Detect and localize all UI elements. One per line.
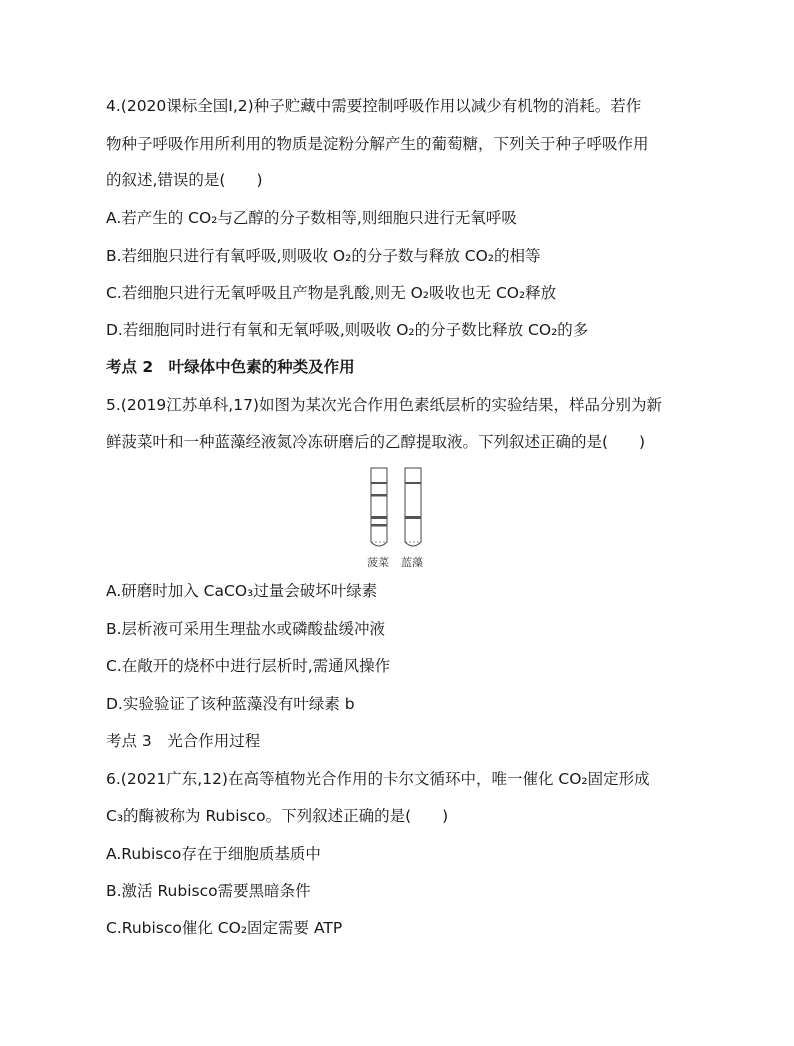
q6-stem-line2: C₃的酶被称为 Rubisco。下列叙述正确的是( ) [106,807,449,825]
q6-option-b: B.激活 Rubisco需要黑暗条件 [106,882,311,900]
q5-option-c: C.在敞开的烧杯中进行层析时,需通风操作 [106,657,391,675]
q6-option-c: C.Rubisco催化 CO₂固定需要 ATP [106,919,343,937]
q5-stem-line1: 5.(2019江苏单科,17)如图为某次光合作用色素纸层析的实验结果，样品分别为新 [106,396,662,414]
figure-label-cyanobacteria: 蓝藻 [401,556,423,569]
q4-stem-line1: 4.(2020课标全国Ⅰ,2)种子贮藏中需要控制呼吸作用以减少有机物的消耗。若作 [106,97,642,115]
q5-option-a: A.研磨时加入 CaCO₃过量会破坏叶绿素 [106,582,378,600]
section-heading-3: 考点 3 光合作用过程 [106,732,261,750]
q4-stem-line2: 物种子呼吸作用所利用的物质是淀粉分解产生的葡萄糖，下列关于种子呼吸作用 [106,135,649,153]
figure-label-spinach: 菠菜 [367,556,389,569]
q5-stem-line2: 鲜菠菜叶和一种蓝藻经液氮冷冻研磨后的乙醇提取液。下列叙述正确的是( ) [106,433,646,451]
q4-option-a: A.若产生的 CO₂与乙醇的分子数相等,则细胞只进行无氧呼吸 [106,209,517,227]
q6-option-a: A.Rubisco存在于细胞质基质中 [106,845,321,863]
q6-stem-line1: 6.(2021广东,12)在高等植物光合作用的卡尔文循环中，唯一催化 CO₂固定形成 [106,770,650,788]
q4-option-d: D.若细胞同时进行有氧和无氧呼吸,则吸收 O₂的分子数比释放 CO₂的多 [106,321,589,339]
q5-option-b: B.层析液可采用生理盐水或磷酸盐缓冲液 [106,620,386,638]
section-heading-2: 考点 2 叶绿体中色素的种类及作用 [106,358,355,376]
q5-option-d: D.实验验证了该种蓝藻没有叶绿素 b [106,695,355,713]
q4-stem-line3: 的叙述,错误的是( ) [106,171,263,189]
q4-option-b: B.若细胞只进行有氧呼吸,则吸收 O₂的分子数与释放 CO₂的相等 [106,247,541,265]
chromatography-strips [360,464,440,554]
chromatography-figure [360,464,440,574]
strip-cyanobacteria [405,468,421,546]
strip-spinach [371,468,387,546]
q4-option-c: C.若细胞只进行无氧呼吸且产物是乳酸,则无 O₂吸收也无 CO₂释放 [106,284,557,302]
